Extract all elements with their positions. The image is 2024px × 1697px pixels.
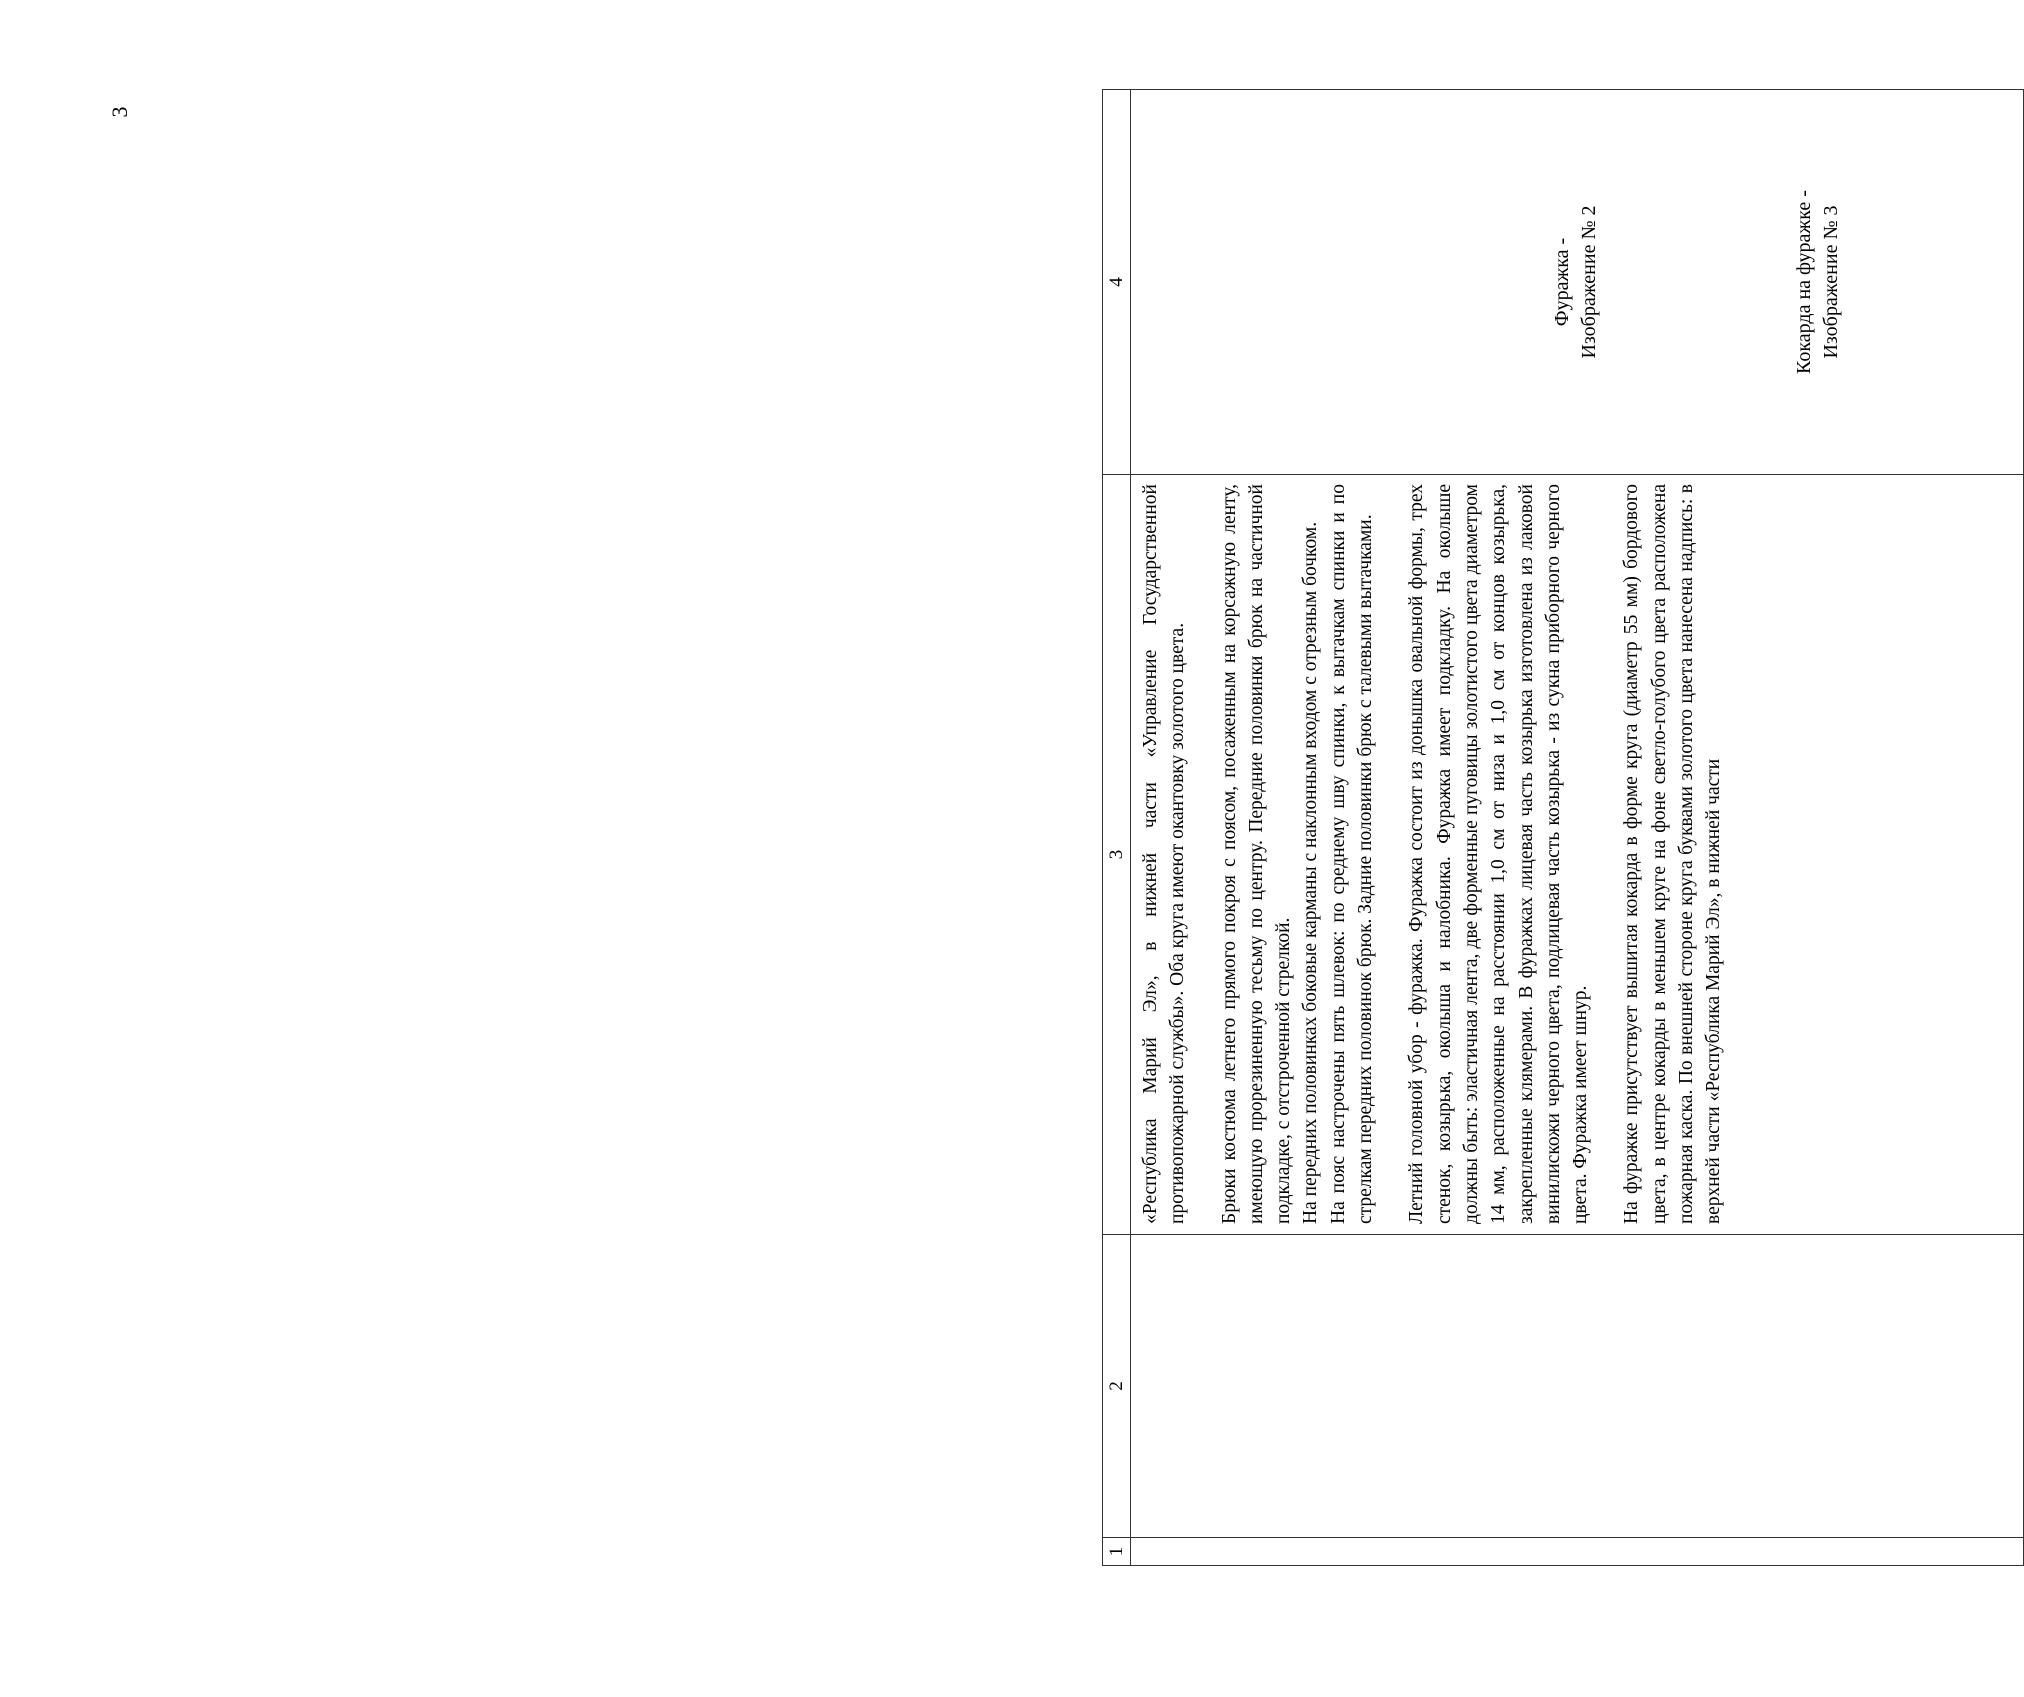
cell-col1 bbox=[1131, 1538, 2024, 1566]
image-reference-title: Фуражка - bbox=[1551, 237, 1573, 327]
column-header-3: 3 bbox=[1103, 475, 1131, 1235]
table-header-row bbox=[1103, 90, 1131, 1566]
image-reference-number: Изображение № 2 bbox=[1578, 205, 1600, 359]
uniform-description-table bbox=[1102, 89, 2024, 1566]
description-paragraph: На пояс настрочены пять шлевок: по среднему шву спинки, к вытачкам спинки и по стрелкам передних половинок брюк. Задние половинки брюк с талевыми вытачками. bbox=[1327, 484, 1377, 1224]
description-paragraph: Летний головной убор - фуражка. Фуражка состоит из донышка овальной формы, трех стенок, козырька, околыша и налобника. Фуражка имеет подкладку. На околыше должны быть: эластичная лента, две форменные пуговицы золотистого цвета диаметром 14 мм, расположенные на расстоянии 1,0 см от низа и 1,0 см от концов козырька, закрепленные клямерами. В фуражках лицевая часть козырька изготовлена из лаковой винилискожи черного цвета, подлицевая часть козырька - из сукна приборного черного цвета. Фуражка имеет шнур. bbox=[1406, 484, 1592, 1224]
image-reference-cap bbox=[1131, 90, 1603, 474]
column-header-4: 4 bbox=[1103, 90, 1131, 475]
description-paragraph: Брюки костюма летнего прямого покроя с поясом, посаженным на корсажную ленту, имеющую прорезиненную тесьму по центру. Передние половинки брюк на частичной подкладке, с отстроченной стрелкой. bbox=[1218, 484, 1295, 1224]
image-reference-title: Кокарда на фуражке - bbox=[1793, 190, 1815, 374]
column-header-1: 1 bbox=[1103, 1538, 1131, 1566]
cell-image-references bbox=[1131, 90, 2024, 475]
page-number: 3 bbox=[107, 106, 132, 118]
cell-col2 bbox=[1131, 1235, 2024, 1538]
image-reference-cockade bbox=[1603, 90, 1845, 474]
cell-description bbox=[1131, 475, 2024, 1235]
description-paragraph: На передних половинках боковые карманы с наклонным входом с отрезным бочком. bbox=[1300, 521, 1322, 1224]
description-paragraph: «Республика Марий Эл», в нижней части «Управление Государственной противопожарной службы». Оба круга имеют окантовку золотого цвета. bbox=[1140, 484, 1189, 1224]
description-paragraph: На фуражке присутствует вышитая кокарда в форме круга (диаметр 55 мм) бордового цвета, в центре кокарды в меньшем круге на фоне светло-голубого цвета расположена пожарная каска. По внешней стороне круга буквами золотого цвета нанесена надпись: в верхней части «Республика Марий Эл», в нижней части bbox=[1621, 484, 1725, 1224]
table-row bbox=[1131, 90, 2024, 1566]
image-reference-number: Изображение № 3 bbox=[1820, 205, 1842, 359]
column-header-2: 2 bbox=[1103, 1235, 1131, 1538]
rotated-page bbox=[1102, 90, 2022, 1566]
